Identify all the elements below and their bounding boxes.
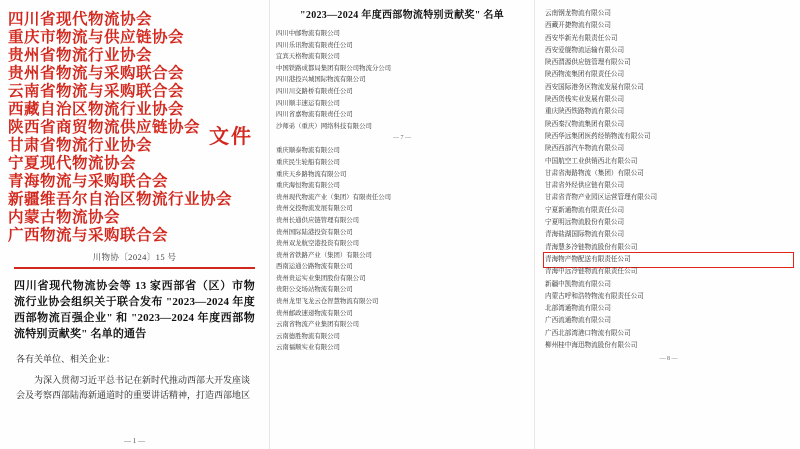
association-line: 内蒙古物流协会	[8, 207, 121, 226]
list-item: 贵州省铁路产业（集团）有限公司	[276, 251, 372, 259]
company-list-block-1	[276, 28, 528, 132]
association-line: 云南省物流与采购联合会	[8, 81, 185, 100]
list-item: 西安国际港务区物流发展有限公司	[545, 83, 644, 91]
award-list-title: "2023—2024 年度西部物流特别贡献奖" 名单	[300, 10, 504, 21]
list-item: 陕西货栈实业发展有限公司	[545, 96, 625, 104]
list-item: 贵州现代物流产业（集团）有限责任公司	[276, 193, 392, 201]
list-item: 贵州国际陆港投资有限公司	[276, 228, 353, 236]
list-item: 甘肃省海路物流（集团）有限公司	[545, 169, 644, 177]
association-line: 西藏自治区物流行业协会	[8, 99, 185, 118]
list-item: 四川川交路桥有限责任公司	[276, 87, 353, 95]
list-item: 西安毕新光有限责任公司	[545, 34, 618, 42]
list-item: 贵州龙里飞龙云仓智慧物流有限公司	[276, 298, 379, 306]
right-page-number: — 8 —	[659, 356, 678, 363]
list-item: 云南钢龙物流有限公司	[545, 10, 611, 17]
list-item: 柳州桂中海迅物流股份有限公司	[545, 342, 638, 350]
list-item: 贵州双龙航空港投资有限公司	[276, 240, 360, 248]
association-line: 四川省现代物流协会	[8, 9, 153, 28]
list-item: 贵州邮政速递物流有限公司	[276, 309, 353, 317]
list-item: 新疆中凯物流有限公司	[545, 280, 611, 288]
list-item: 四川顺丰速运有限公司	[276, 99, 340, 107]
list-item: 广西流通物流有限公司	[545, 317, 611, 325]
association-line: 陕西省商贸物流供应链协会	[8, 117, 201, 136]
list-item: 陕西物流集团有限责任公司	[545, 71, 625, 79]
list-item: 贵州交投物流发展有限公司	[276, 205, 353, 213]
association-line: 青海物流与采购联合会	[8, 171, 169, 190]
list-item: 北部湾通物流有限公司	[545, 305, 611, 313]
list-item: 陕西西部汽车物流有限公司	[545, 145, 625, 153]
list-item: 广西北部湾港口物流有限公司	[545, 329, 631, 337]
body-paragraph: 各有关单位、相关企业：	[16, 354, 116, 364]
list-item: 陕西华远集团医药经销物流有限公司	[545, 132, 651, 140]
list-item: 青海慧多冷链物流股份有限公司	[545, 243, 638, 251]
list-item: 四川港投兴城国际物流有限公司	[276, 76, 366, 84]
list-item: 沙师弟（重庆）网络科技有限公司	[276, 122, 372, 130]
list-item: 西藏开捷物流有限公司	[545, 22, 611, 30]
list-item: 陕西秦汉物流集团有限公司	[545, 120, 625, 128]
association-line: 新疆维吾尔自治区物流行业协会	[8, 189, 233, 208]
list-item: 中国航空工业供销西北有限公司	[545, 157, 638, 165]
company-list-block-2	[276, 145, 528, 354]
association-line: 甘肃省物流行业协会	[8, 135, 153, 154]
red-divider-rule	[14, 267, 255, 269]
list-item: 中国铁路成都局集团有限公司物流分公司	[276, 64, 392, 72]
list-item: 重庆陕西铁路物流有限公司	[545, 108, 625, 116]
list-item: 西安爱舰物流运输有限公司	[545, 46, 625, 54]
association-line: 贵州省物流行业协会	[8, 45, 153, 64]
association-line: 重庆市物流与供应链协会	[8, 27, 185, 46]
list-item: 青海中远冷链物流有限责任公司	[545, 268, 638, 276]
list-item: 宜宾天格物流有限公司	[276, 53, 340, 61]
list-item: 云南福顺实业有限公司	[276, 344, 340, 352]
list-item: 四川中邮物流有限公司	[276, 30, 340, 37]
list-item: 西南运通公路物流有限公司	[276, 263, 353, 271]
association-line: 宁夏现代物流协会	[8, 153, 137, 172]
document-number: 川物协〔2024〕15 号	[92, 252, 177, 262]
right-document-panel	[535, 0, 800, 449]
body-paragraph: 为深入贯彻习近平总书记在新时代推动西部大开发座谈会及考察西部陆海新通道时的重要讲话精神，打造西部地区	[16, 375, 251, 400]
list-item: 重庆海恒物流有限公司	[276, 182, 340, 190]
list-item: 云南德胜物流有限公司	[276, 332, 340, 340]
left-page-number: — 1 —	[124, 437, 145, 445]
list-item: 贵州贵运实业集团股份有限公司	[276, 274, 366, 282]
list-item: 重庆民生轮船有限公司	[276, 158, 340, 166]
list-item: 四川乐讯物流有限责任公司	[276, 41, 353, 49]
list-item: 重庆顺泰物流有限公司	[276, 147, 340, 155]
list-item: 宁夏新通物流有限责任公司	[545, 206, 625, 214]
document-body	[16, 352, 253, 403]
document-title: 四川省现代物流协会等 13 家西部省（区）市物流行业协会组织关于联合发布 "2023—2024 年度西部物流百强企业" 和 "2023—2024 年度西部物流特别贡献奖" 名单的通告	[14, 280, 255, 340]
middle-page-number: — 7 —	[393, 135, 411, 142]
list-item: 宁夏明远物流股份有限公司	[545, 219, 625, 227]
list-item: 贵阳公交场站物流有限公司	[276, 286, 353, 294]
list-item: 云南省物流产业集团有限公司	[276, 321, 360, 329]
highlighted-list-item: 青海物产物配送有限责任公司	[545, 254, 792, 266]
wenjian-label: 文件	[209, 124, 253, 148]
list-item: 贵州长通供应链管理有限公司	[276, 216, 360, 224]
list-item: 青海盐湖国际物流有限公司	[545, 231, 625, 239]
list-item: 重庆天乡路物流有限公司	[276, 170, 347, 178]
list-item: 甘肃省外经供应链有限公司	[545, 182, 625, 190]
association-line: 贵州省物流与采购联合会	[8, 63, 185, 82]
list-item: 内蒙古呼和浩特物流有限责任公司	[545, 292, 644, 300]
middle-document-panel	[270, 0, 535, 449]
list-item: 甘肃省青物产业园区运营管理有限公司	[545, 194, 658, 202]
association-line: 广西物流与采购联合会	[8, 225, 169, 244]
list-item: 四川省嘉物流有限责任公司	[276, 111, 353, 119]
left-document-panel	[0, 0, 270, 449]
list-item: 陕西渭源供应链管理有限公司	[545, 59, 631, 67]
